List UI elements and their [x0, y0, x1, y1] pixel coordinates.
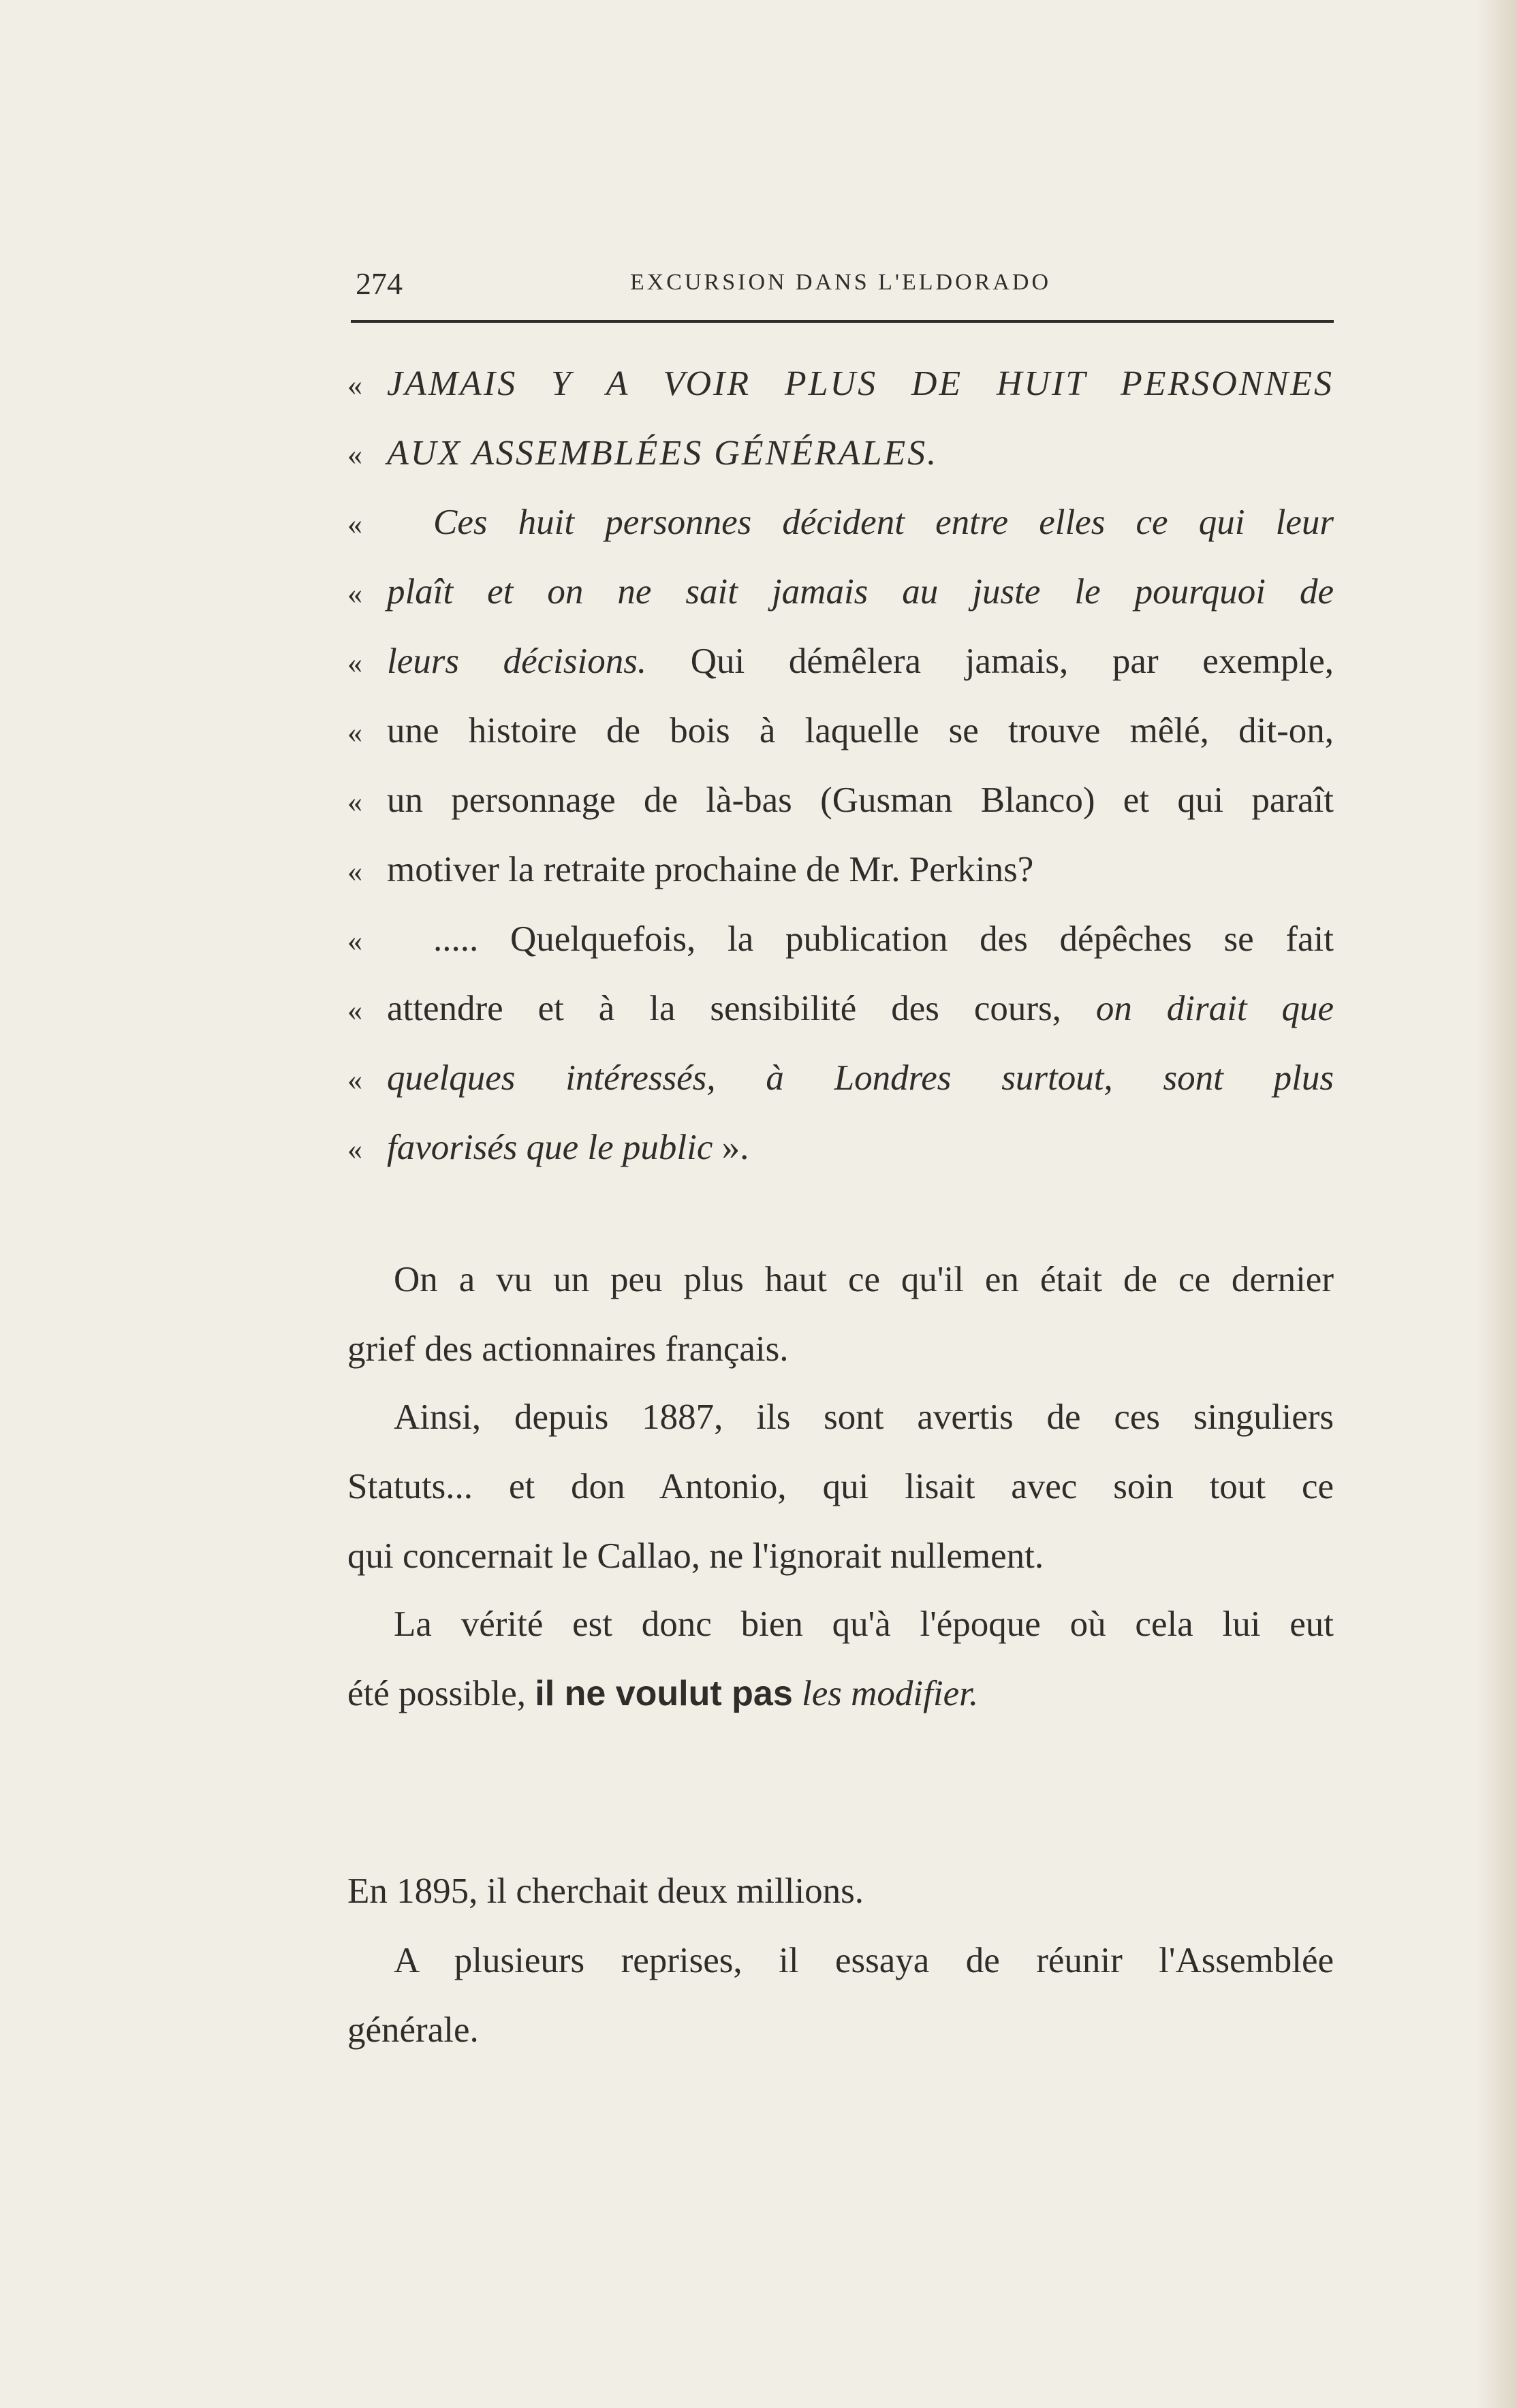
quote-text-run: un personnage de là-bas (Gusman Blanco) et qui paraît [387, 780, 1334, 820]
quote-text-run: plaît et on ne sait jamais au juste le pourquoi de [387, 572, 1334, 612]
quote-text [387, 627, 1334, 696]
quote-text [387, 418, 1334, 488]
paragraph-2-line-2: Statuts... et don Antonio, qui lisait avec soin tout ce [347, 1467, 1334, 1506]
quote-text [387, 1113, 1334, 1182]
running-title: EXCURSION DANS L'ELDORADO [629, 270, 1052, 295]
quote-text [387, 765, 1334, 835]
quote-line [347, 835, 1334, 904]
paragraph-4-line-1: En 1895, il cherchait deux millions. [347, 1871, 864, 1911]
page-edge [1476, 0, 1517, 2408]
quote-mark: « [347, 1132, 362, 1166]
paragraph-2 [347, 1382, 1334, 1591]
quote-text-run: Qui démêlera jamais, par exemple, [646, 641, 1334, 681]
quote-text [387, 349, 1334, 419]
quote-line [347, 627, 1334, 696]
paragraph-5 [347, 1926, 1334, 2065]
paragraph-1 [347, 1245, 1334, 1384]
quote-text-run: on dirait que [1095, 989, 1334, 1028]
quote-line [347, 557, 1334, 627]
quote-text-run: attendre et à la sensibilité des cours, [387, 989, 1096, 1028]
quote-text-run: ». [713, 1128, 749, 1167]
quote-line [347, 904, 1334, 974]
paragraph-5-line-2: générale. [347, 2010, 479, 2050]
paragraph-3-line-2 [347, 1659, 1334, 1728]
quote-mark: « [347, 716, 362, 749]
paragraph-5-line-1: A plusieurs reprises, il essaya de réunir l'Assemblée [394, 1941, 1334, 1980]
quote-mark: « [347, 785, 362, 819]
paragraph-1-line-2: grief des actionnaires français. [347, 1329, 789, 1369]
paragraph-3-italic-text: les modifier. [792, 1674, 979, 1713]
quote-mark: « [347, 1063, 362, 1096]
quote-line [347, 1043, 1334, 1113]
quote-text-run: quelques intéressés, à Londres surtout, sont plus [387, 1058, 1334, 1098]
quote-line [347, 765, 1334, 835]
quote-text-run: favorisés que le public [387, 1128, 713, 1167]
quote-line [347, 1113, 1334, 1182]
page-header [347, 266, 1334, 313]
quote-line [347, 349, 1334, 418]
quote-text [387, 488, 1334, 557]
quote-line [347, 696, 1334, 765]
paragraph-3 [347, 1589, 1334, 1728]
paragraph-2-line-3: qui concernait le Callao, ne l'ignorait nullement. [347, 1536, 1044, 1576]
quote-text-run: ..... Quelquefois, la publication des dépêches se fait [433, 919, 1334, 959]
quote-mark: « [347, 924, 362, 957]
quote-text [387, 835, 1334, 904]
paragraph-4 [347, 1856, 1334, 1926]
quote-mark: « [347, 855, 362, 888]
page-number: 274 [356, 266, 403, 301]
quote-text [387, 974, 1334, 1043]
quote-line [347, 488, 1334, 557]
paragraph-2-line-1: Ainsi, depuis 1887, ils sont avertis de ces singuliers [394, 1397, 1334, 1437]
quote-text-run: leurs décisions. [387, 641, 647, 681]
quote-text-run: JAMAIS Y A VOIR PLUS DE HUIT PERSONNES [387, 364, 1334, 403]
paragraph-3-line-1: La vérité est donc bien qu'à l'époque où cela lui eut [394, 1604, 1334, 1644]
quote-mark: « [347, 577, 362, 610]
quote-mark: « [347, 994, 362, 1027]
quote-text-run: AUX ASSEMBLÉES GÉNÉRALES. [387, 434, 939, 473]
paragraph-3-text-a: été possible, [347, 1674, 535, 1713]
quote-mark: « [347, 438, 362, 471]
quote-text [387, 557, 1334, 627]
header-rule [351, 320, 1334, 323]
paragraph-1-line-1: On a vu un peu plus haut ce qu'il en était de ce dernier [394, 1260, 1334, 1299]
quote-mark: « [347, 646, 362, 680]
quote-text-run: une histoire de bois à laquelle se trouve mêlé, dit-on, [387, 711, 1334, 750]
quote-line [347, 418, 1334, 488]
paragraph-3-bold-text: il ne voulut pas [535, 1674, 793, 1713]
quote-text [387, 904, 1334, 974]
quote-text [387, 696, 1334, 765]
quote-text-run: motiver la retraite prochaine de Mr. Perkins? [387, 850, 1034, 889]
quote-mark: « [347, 368, 362, 402]
quote-mark: « [347, 507, 362, 541]
quote-line [347, 974, 1334, 1043]
quote-text [387, 1043, 1334, 1113]
quote-text-run: Ces huit personnes décident entre elles ce qui leur [433, 503, 1334, 542]
quoted-passage [347, 349, 1334, 1182]
